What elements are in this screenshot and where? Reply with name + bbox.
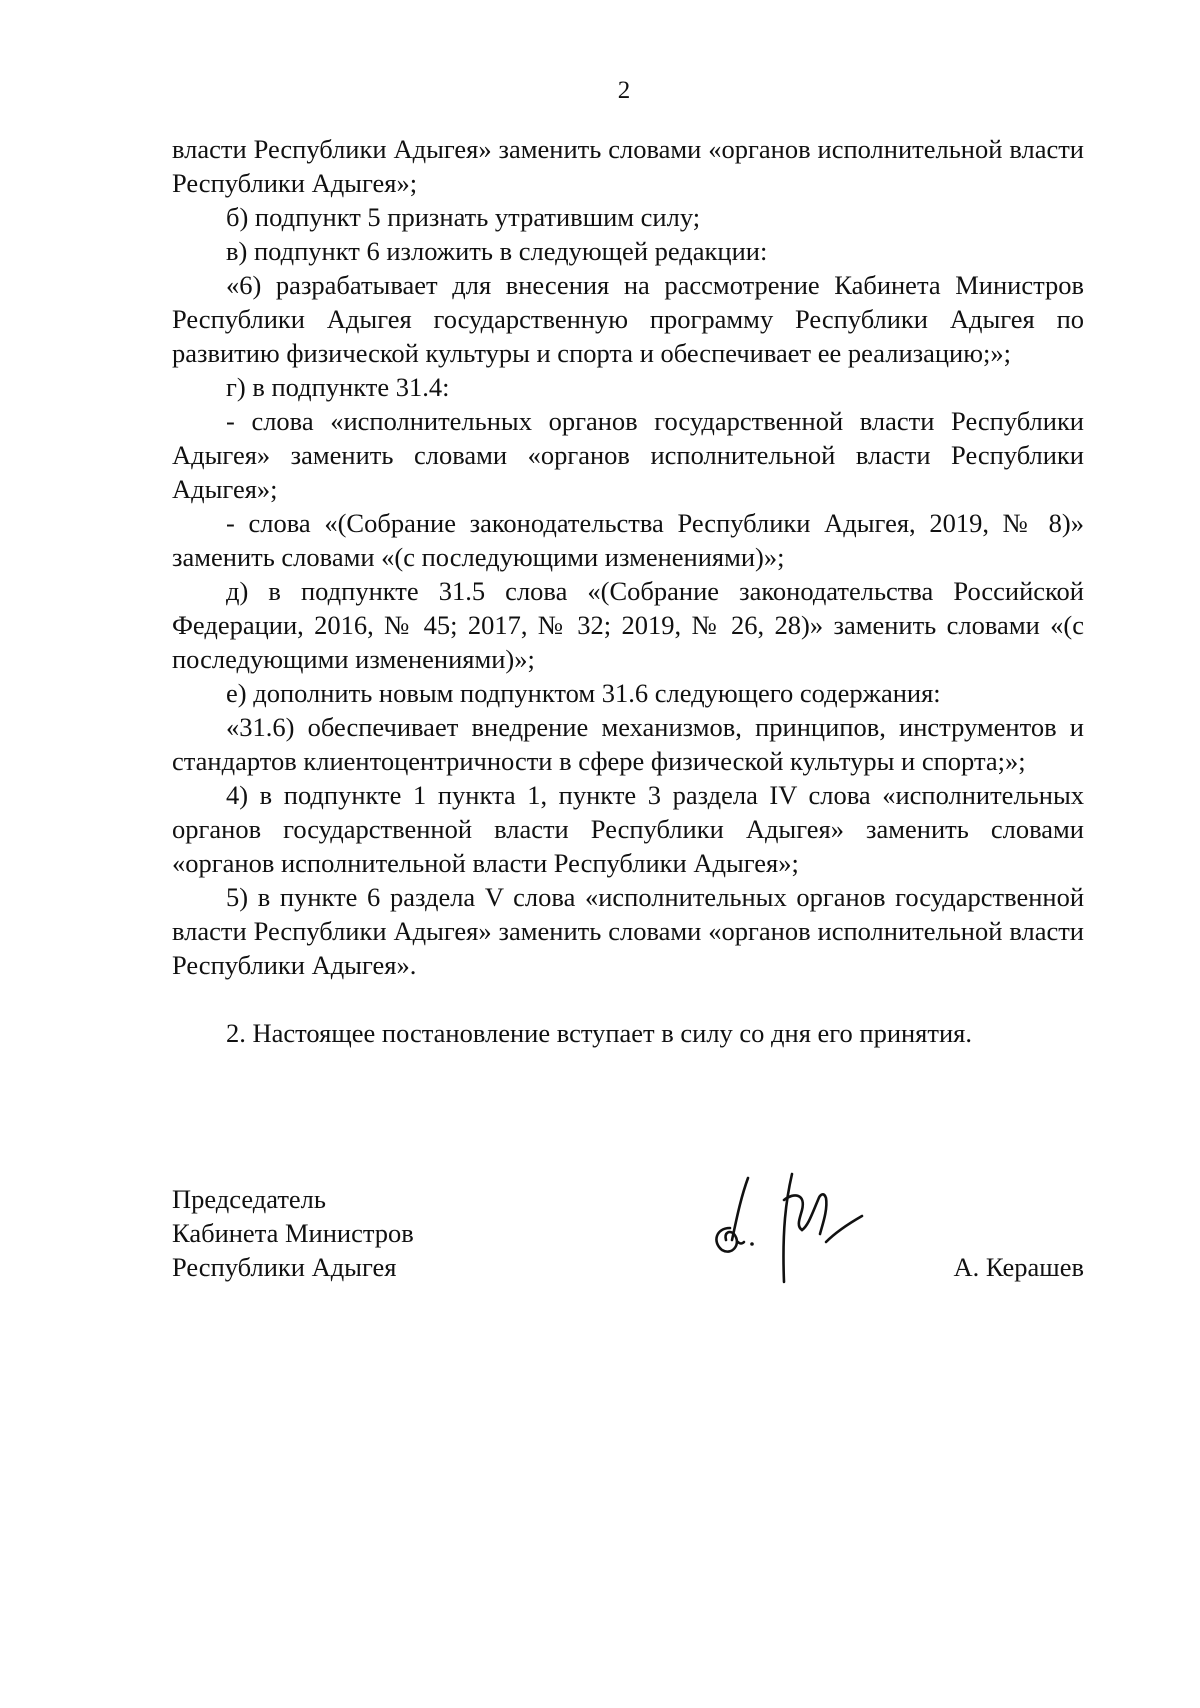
signatory-title-line: Кабинета Министров <box>172 1218 414 1248</box>
paragraph-subitem-g: г) в подпункте 31.4: <box>226 372 450 402</box>
paragraph-effective-date: 2. Настоящее постановление вступает в силу со дня его принятия. <box>226 1018 972 1048</box>
paragraph-subitem-d: д) в подпункте 31.5 слова «(Собрание законодательства Российской Федерации, 2016, № 45; 2017, № 32; 2019, № 26, 28)» заменить словами «(с последующими изменениями)»; <box>172 576 1084 674</box>
paragraph-quote-6: «6) разрабатывает для внесения на рассмотрение Кабинета Министров Республики Адыгея государственную программу Республики Адыгея по развитию физической культуры и спорта и обеспечивает ее реализацию;»; <box>172 270 1084 368</box>
paragraph-dash-1: - слова «исполнительных органов государственной власти Республики Адыгея» заменить словами «органов исполнительной власти Республики Адыгея»; <box>172 406 1084 504</box>
paragraph-subitem-b: б) подпункт 5 признать утратившим силу; <box>226 202 701 232</box>
paragraph-item-5: 5) в пункте 6 раздела V слова «исполнительных органов государственной власти Республики Адыгея» заменить словами «органов исполнительной власти Республики Адыгея». <box>172 882 1084 980</box>
paragraph-subitem-e: е) дополнить новым подпунктом 31.6 следующего содержания: <box>226 678 941 708</box>
paragraph-subitem-v: в) подпункт 6 изложить в следующей редакции: <box>226 236 768 266</box>
signatory-title <box>172 1182 414 1284</box>
signatory-title-line: Председатель <box>172 1184 326 1214</box>
paragraph-continuation: власти Республики Адыгея» заменить словами «органов исполнительной власти Республики Адыгея»; <box>172 134 1084 198</box>
paragraph-dash-2: - слова «(Собрание законодательства Республики Адыгея, 2019, № 8)» заменить словами «(с последующими изменениями)»; <box>172 508 1084 572</box>
paragraph-quote-31-6: «31.6) обеспечивает внедрение механизмов, принципов, инструментов и стандартов клиентоцентричности в сфере физической культуры и спорта;»; <box>172 712 1084 776</box>
signature-block <box>172 1182 1084 1302</box>
page-number: 2 <box>617 77 631 104</box>
signatory-title-line: Республики Адыгея <box>172 1252 397 1282</box>
document-body <box>172 132 1084 1050</box>
signatory-name: А. Керашев <box>953 1252 1084 1282</box>
paragraph-item-4: 4) в подпункте 1 пункта 1, пункте 3 раздела IV слова «исполнительных органов государственной власти Республики Адыгея» заменить словами «органов исполнительной власти Республики Адыгея»; <box>172 780 1084 878</box>
handwritten-signature <box>702 1170 872 1290</box>
